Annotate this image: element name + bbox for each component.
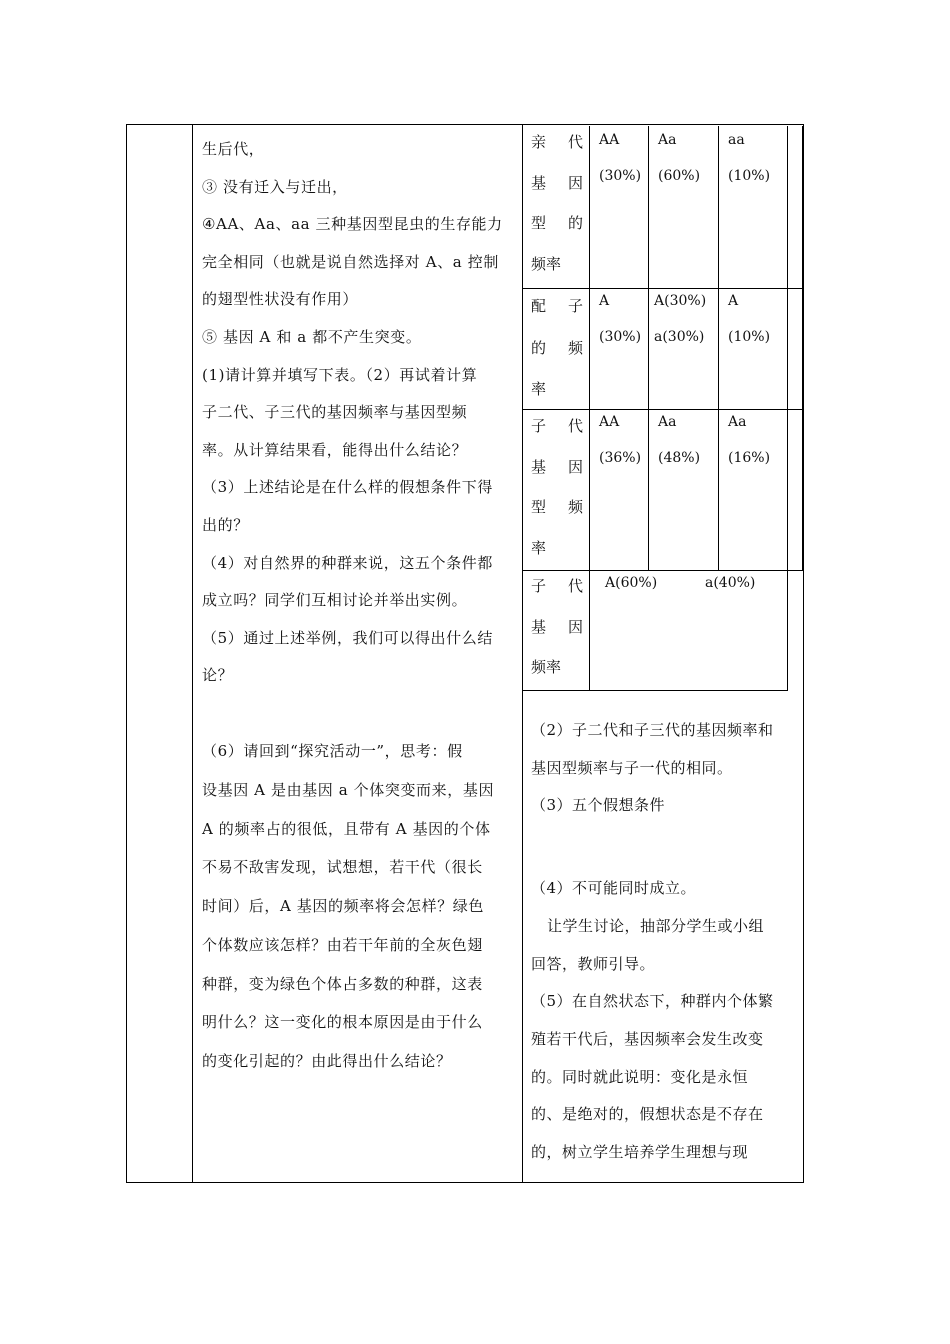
table-cell: a(40%) [705,575,756,591]
text-line: 回答，教师引导。 [531,954,656,973]
text-line: （3）上述结论是在什么样的假想条件下得 [202,478,493,497]
table-cell: Aa (16%) [728,414,771,466]
text-line: （5）通过上述举例，我们可以得出什么结 [202,628,493,647]
text-line: 的，树立学生培养学生理想与现 [531,1143,749,1162]
text-line: 率。从计算结果看，能得出什么结论？ [202,440,468,459]
table-cell: A (30%) [599,293,642,345]
text-line: 出的？ [202,515,249,534]
text-line: 完全相同（也就是说自然选择对 A、a 控制 [202,252,499,271]
text-line: 种群，变为绿色个体占多数的种群，这表 [202,974,483,993]
text-line: 论？ [202,666,234,685]
text-line: 殖若干代后，基因频率会发生改变 [531,1029,764,1048]
table-cell: A(60%) [605,575,658,591]
frequency-table [523,126,788,691]
table-cell: AA (36%) [599,414,642,466]
text-line: 个体数应该怎样？由若干年前的全灰色翅 [202,935,483,954]
text-line: （2）子二代和子三代的基因频率和 [531,721,774,739]
text-line: 子二代、子三代的基因频率与基因型频 [202,403,468,422]
text-line: 时间）后，A 基因的频率将会怎样？绿色 [202,897,485,916]
text-line: （3）五个假想条件 [531,796,666,815]
table-cell: Aa (60%) [658,132,701,184]
row-label-offspring-gene: 子 代 基 因 频率 [531,577,583,676]
text-line: 设基因 A 是由基因 a 个体突变而来，基因 [202,780,495,799]
text-line: 的变化引起的？由此得出什么结论？ [202,1052,452,1071]
text-line: 成立吗？同学们互相讨论并举出实例。 [202,591,468,610]
text-line: 的翅型性状没有作用） [202,290,359,309]
col-divider [787,570,788,690]
table-cell: Aa (48%) [658,414,701,466]
col-divider [648,126,649,570]
text-line: ③ 没有迁入与迁出， [202,177,348,196]
row-label-offspring-genotype: 子 代 基 因 型 频 率 [531,417,583,557]
lesson-table [126,124,804,1183]
col-divider [802,126,803,570]
text-line: 不易不敌害发现，试想想，若干代（很长 [202,858,483,877]
text-line: 的、是绝对的，假想状态是不存在 [531,1105,764,1124]
text-line: （6）请回到“探究活动一”，思考：假 [202,741,463,760]
table-cell: aa (10%) [728,132,771,184]
text-line: 基因型频率与子一代的相同。 [531,758,733,777]
text-line: （4）对自然界的种群来说，这五个条件都 [202,553,493,572]
text-line: ⑤ 基因 A 和 a 都不产生突变。 [202,327,422,346]
answer-text [531,712,803,1172]
text-line: A 的频率占的很低，且带有 A 基因的个体 [202,819,491,838]
col-divider [718,126,719,570]
activity-text [202,131,522,1081]
row-label-parent-genotype: 亲 代 基 因 型 的 频率 [531,133,583,273]
table-cell: A (10%) [728,293,771,345]
text-line: 的。同时就此说明：变化是永恒 [531,1067,749,1086]
row-label-gamete: 配 子 的 频 率 [531,297,583,398]
text-line: 生后代， [202,140,265,158]
col-divider [589,126,590,690]
text-line: ④AA、Aa、aa 三种基因型昆虫的生存能力 [202,215,503,234]
table-cell: AA (30%) [599,132,642,184]
text-line: （5）在自然状态下，种群内个体繁 [531,992,774,1011]
column-divider [192,125,193,1182]
text-line: （4）不可能同时成立。 [531,879,697,898]
text-line: 让学生讨论，抽部分学生或小组 [547,916,765,935]
text-line: 明什么？这一变化的根本原因是由于什么 [202,1013,483,1032]
text-line: (1)请计算并填写下表。（2）再试着计算 [202,365,478,384]
table-cell: A(30%) a(30%) [654,293,707,345]
